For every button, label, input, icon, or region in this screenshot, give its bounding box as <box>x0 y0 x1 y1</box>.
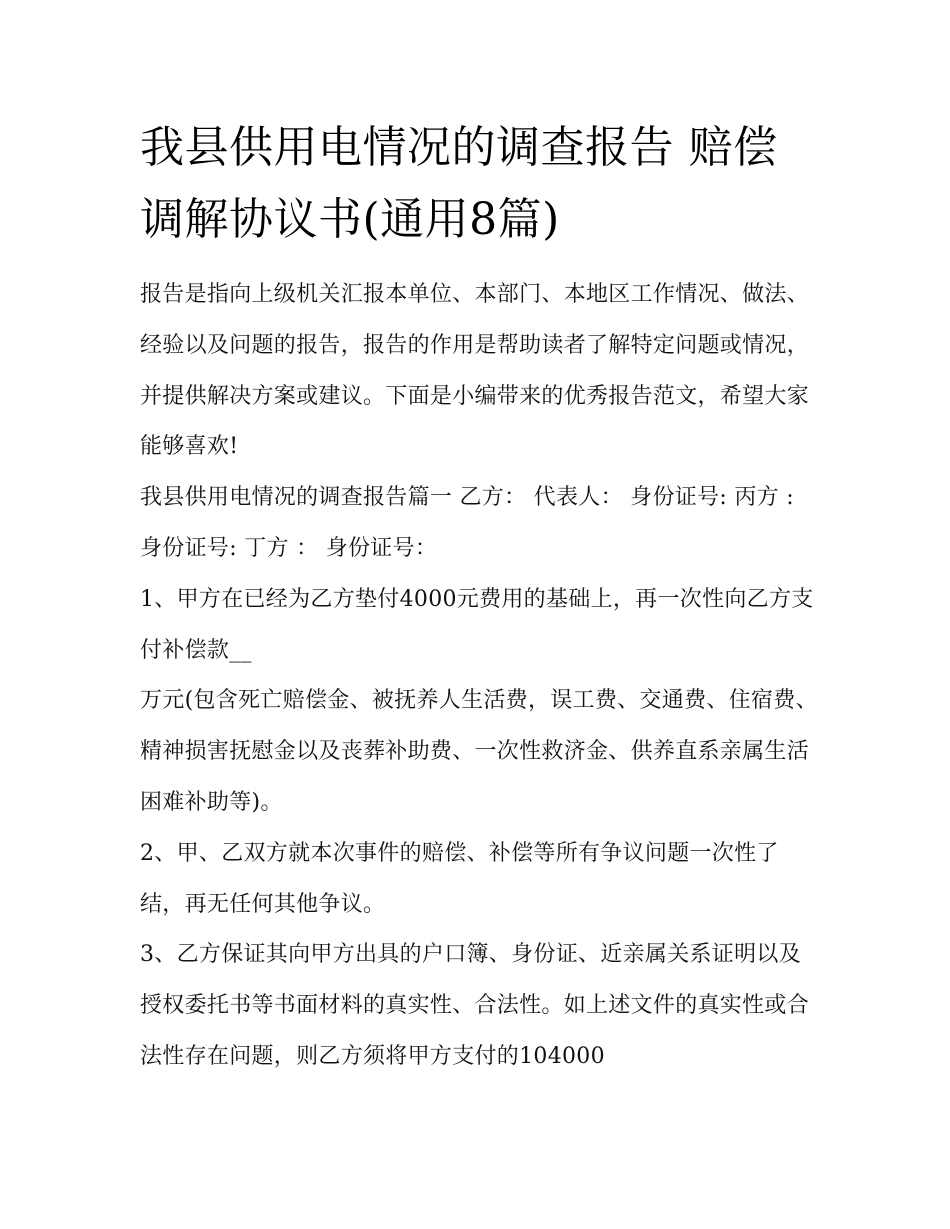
intro-paragraph: 报告是指向上级机关汇报本单位、本部门、本地区工作情况、做法、经验以及问题的报告，报告的作用是帮助读者了解特定问题或情况，并提供解决方案或建议。下面是小编带来的优秀报告范文，希望大家能够喜欢! <box>140 282 810 460</box>
document-body <box>140 270 820 1083</box>
document-content <box>140 112 820 1083</box>
parties-paragraph: 我县供用电情况的调查报告篇一 乙方： 代表人： 身份证号: 丙方 : 身份证号: 丁方 ： 身份证号： <box>140 485 794 561</box>
clause-1-continued-paragraph: 万元(包含死亡赔偿金、被抚养人生活费，误工费、交通费、住宿费、精神损害抚慰金以及丧葬补助费、一次性救济金、供养直系亲属生活困难补助等)。 <box>140 688 818 815</box>
document-title: 我县供用电情况的调查报告 赔偿调解协议书(通用8篇) <box>140 122 778 245</box>
clause-2-paragraph: 2、甲、乙双方就本次事件的赔偿、补偿等所有争议问题一次性了结，再无任何其他争议。 <box>140 840 779 917</box>
clause-3-paragraph: 3、乙方保证其向甲方出具的户口簿、身份证、近亲属关系证明以及授权委托书等书面材料的真实性、合法性。如上述文件的真实性或合法性存在问题，则乙方须将甲方支付的104000 <box>140 942 810 1069</box>
clause-1-paragraph: 1、甲方在已经为乙方垫付4000元费用的基础上，再一次性向乙方支付补偿款__ <box>140 586 814 663</box>
